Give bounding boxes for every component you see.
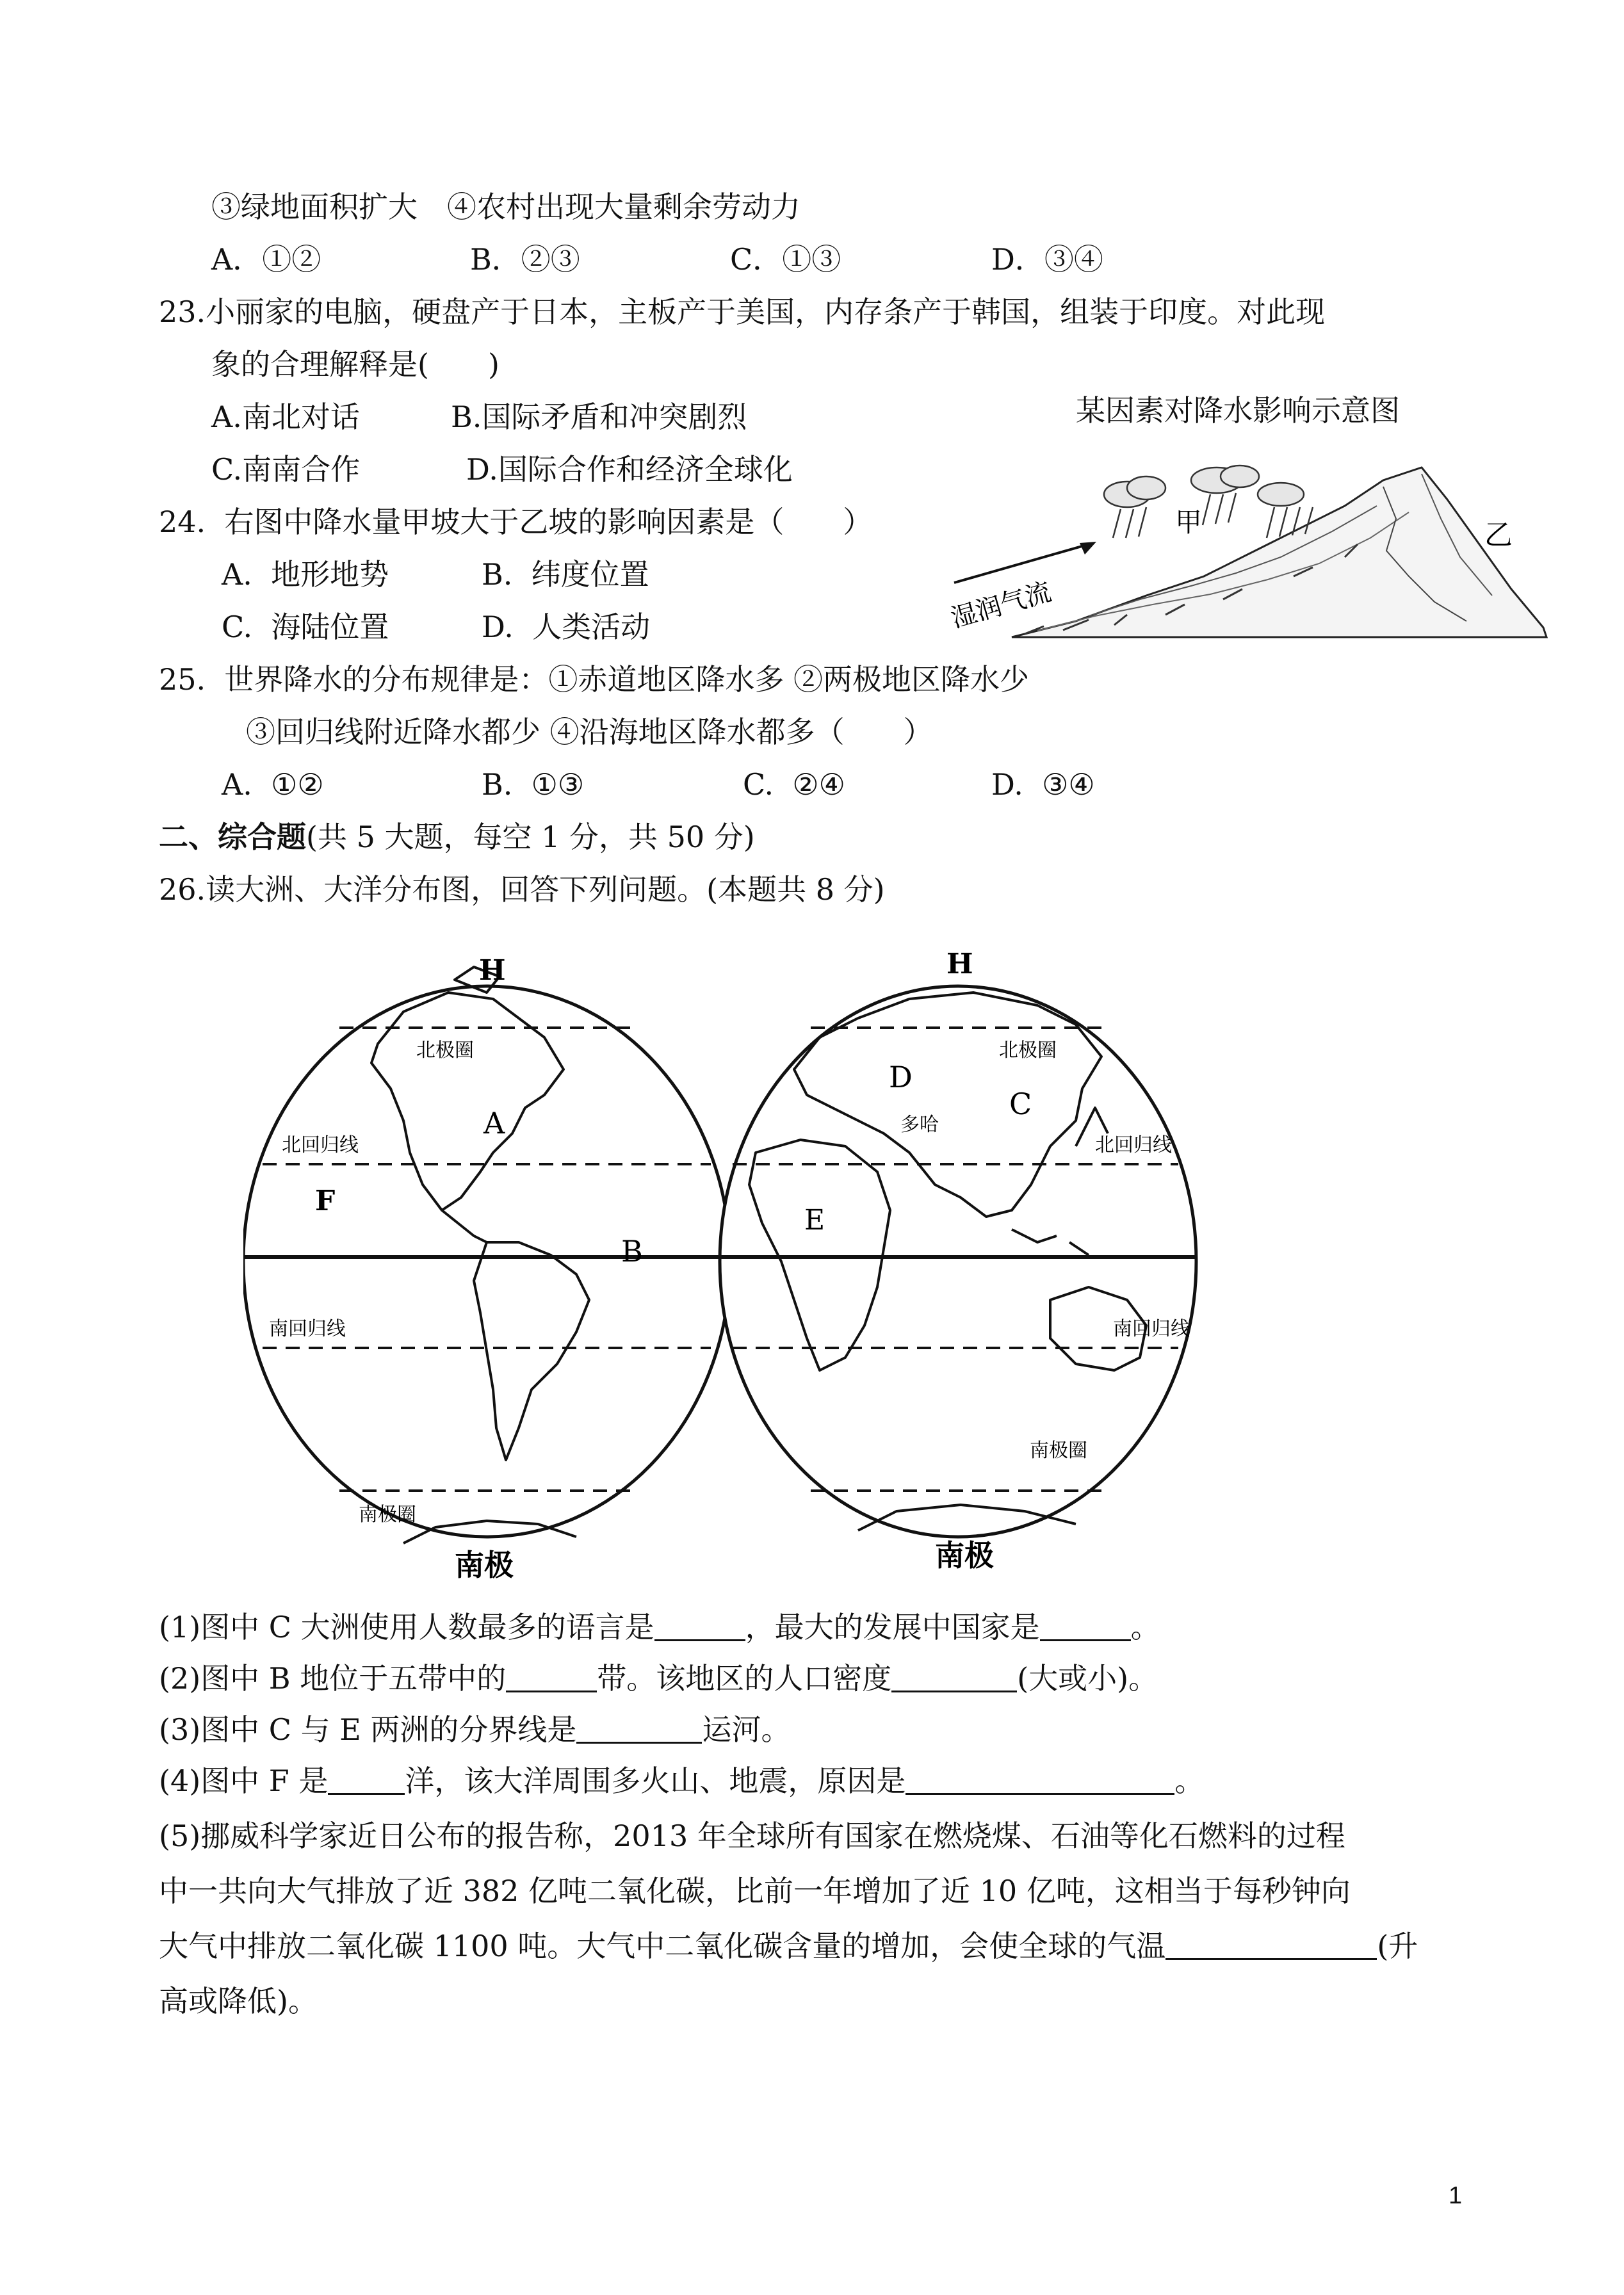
q22-option-c: C．①③ [730, 242, 841, 277]
arctic-label-west: 北极圈 [416, 1039, 474, 1062]
q24-option-d: D. 人类活动 [482, 610, 651, 644]
q26-sub3-blank-canal[interactable] [576, 1716, 702, 1744]
q26-sub4 [159, 1762, 1204, 1799]
antarctic-label-west: 南极圈 [359, 1504, 416, 1526]
antarctic-label-east: 南极圈 [1030, 1439, 1087, 1462]
q26-sub1-blank-language[interactable] [654, 1614, 745, 1641]
q24-option-b: B. 纬度位置 [482, 557, 649, 592]
label-d: D [889, 1060, 913, 1094]
page-number: 1 [1449, 2182, 1463, 2209]
q26-sub4-blank-ocean[interactable] [328, 1767, 405, 1795]
tropic-cancer-label-east: 北回归线 [1095, 1134, 1172, 1156]
q22-option-d: D．③④ [991, 242, 1103, 277]
q26-sub5-blank-temperature[interactable] [1165, 1933, 1377, 1960]
q23-option-d: D.国际合作和经济全球化 [466, 452, 793, 487]
q26-sub4-text-c: 。 [1174, 1764, 1205, 1798]
q23-stem-line1: 23.小丽家的电脑，硬盘产于日本，主板产于美国，内存条产于韩国，组装于印度。对此现 [159, 295, 1326, 329]
north-pole-label-west: H [479, 954, 506, 987]
q23-option-c: C.南南合作 [211, 452, 361, 487]
doha-label: 多哈 [900, 1114, 939, 1136]
label-b: B [621, 1234, 643, 1269]
precip-diagram [935, 448, 1550, 647]
q23-option-b: B.国际矛盾和冲突剧烈 [451, 400, 747, 434]
label-f: F [315, 1185, 336, 1217]
south-pole-label-west: 南极 [455, 1548, 514, 1582]
precip-diagram-title: 某因素对降水影响示意图 [1076, 393, 1400, 428]
slope-yi-label: 乙 [1484, 519, 1513, 551]
western-hemisphere [243, 986, 730, 1537]
label-a: A [483, 1106, 505, 1140]
q25-option-a: A. ①② [222, 767, 324, 802]
north-pole-label-east: H [946, 948, 973, 980]
eastern-hemisphere [720, 986, 1196, 1537]
airflow-arrow [954, 544, 1089, 583]
q26-sub2-text-b: 带。该地区的人口密度 [597, 1661, 892, 1696]
q23-stem-line2: 象的合理解释是( ) [211, 347, 499, 382]
q25-stem-line1: 25. 世界降水的分布规律是：①赤道地区降水多 ②两极地区降水少 [159, 662, 1030, 697]
q26-sub4-blank-reason[interactable] [905, 1767, 1174, 1795]
q26-sub3-text-b: 运河。 [702, 1712, 791, 1747]
q26-sub1-text-b: ，最大的发展中国家是 [745, 1610, 1040, 1644]
slope-jia-label: 甲 [1175, 507, 1203, 538]
q25-option-b: B. ①③ [482, 767, 585, 802]
q26-sub2-text-c: (大或小)。 [1017, 1661, 1158, 1696]
q24-option-a: A. 地形地势 [222, 557, 389, 592]
q22-statement-3-4: ③绿地面积扩大 ④农村出现大量剩余劳动力 [211, 190, 800, 224]
label-c: C [1009, 1087, 1032, 1121]
south-pole-label-east: 南极 [935, 1538, 994, 1573]
q26-sub1 [159, 1609, 1160, 1646]
q26-sub5-line4: 高或降低)。 [159, 1984, 318, 2018]
q26-stem: 26.读大洲、大洋分布图，回答下列问题。(本题共 8 分) [159, 872, 885, 907]
q26-sub2-blank-zone[interactable] [506, 1665, 597, 1692]
airflow-label: 湿润气流 [948, 577, 1055, 634]
q26-sub2-text-a: (2)图中 B 地位于五带中的 [159, 1661, 507, 1696]
q26-sub5-line1: (5)挪威科学家近日公布的报告称，2013 年全球所有国家在燃烧煤、石油等化石燃料的过程 [159, 1819, 1345, 1853]
q24-option-c: C. 海陆位置 [222, 610, 389, 644]
section2-title: 二、综合题 [159, 820, 306, 854]
q26-sub2-blank-density[interactable] [891, 1665, 1017, 1692]
tropic-capricorn-label-west: 南回归线 [269, 1318, 346, 1340]
q26-sub1-blank-country[interactable] [1040, 1614, 1131, 1641]
q26-sub3-text-a: (3)图中 C 与 E 两洲的分界线是 [159, 1712, 577, 1747]
q26-sub2 [159, 1660, 1158, 1697]
q23-option-a: A.南北对话 [211, 400, 360, 434]
q26-sub1-text-a: (1)图中 C 大洲使用人数最多的语言是 [159, 1610, 654, 1644]
q25-option-c: C. ②④ [743, 767, 845, 802]
label-e: E [804, 1204, 825, 1237]
q26-sub5-line3 [159, 1927, 1418, 1965]
q26-sub5-text-a: 大气中排放二氧化碳 1100 吨。大气中二氧化碳含量的增加，会使全球的气温 [159, 1929, 1166, 1963]
tropic-capricorn-label-east: 南回归线 [1113, 1318, 1190, 1340]
section2-heading [159, 818, 755, 856]
q22-option-b: B．②③ [470, 242, 580, 277]
cloud-icon [1104, 466, 1304, 507]
world-hemispheres-map [243, 941, 1242, 1582]
q26-sub5-line2: 中一共向大气排放了近 382 亿吨二氧化碳，比前一年增加了近 10 亿吨，这相当于每秒钟向 [159, 1874, 1351, 1908]
q26-sub4-text-a: (4)图中 F 是 [159, 1764, 329, 1798]
section2-note: (共 5 大题，每空 1 分，共 50 分) [306, 820, 755, 854]
q24-stem: 24. 右图中降水量甲坡大于乙坡的影响因素是（ ） [159, 505, 873, 539]
q25-option-d: D. ③④ [991, 767, 1095, 802]
q25-stem-line2: ③回归线附近降水都少 ④沿海地区降水都多（ ） [246, 715, 933, 749]
arctic-label-east: 北极圈 [999, 1039, 1057, 1062]
q26-sub1-text-c: 。 [1130, 1610, 1160, 1644]
tropic-cancer-label-west: 北回归线 [282, 1134, 359, 1156]
q22-option-a: A．①② [211, 242, 321, 277]
q26-sub3 [159, 1711, 790, 1748]
q26-sub4-text-b: 洋，该大洋周围多火山、地震，原因是 [405, 1764, 906, 1798]
q26-sub5-text-b: (升 [1377, 1929, 1418, 1963]
